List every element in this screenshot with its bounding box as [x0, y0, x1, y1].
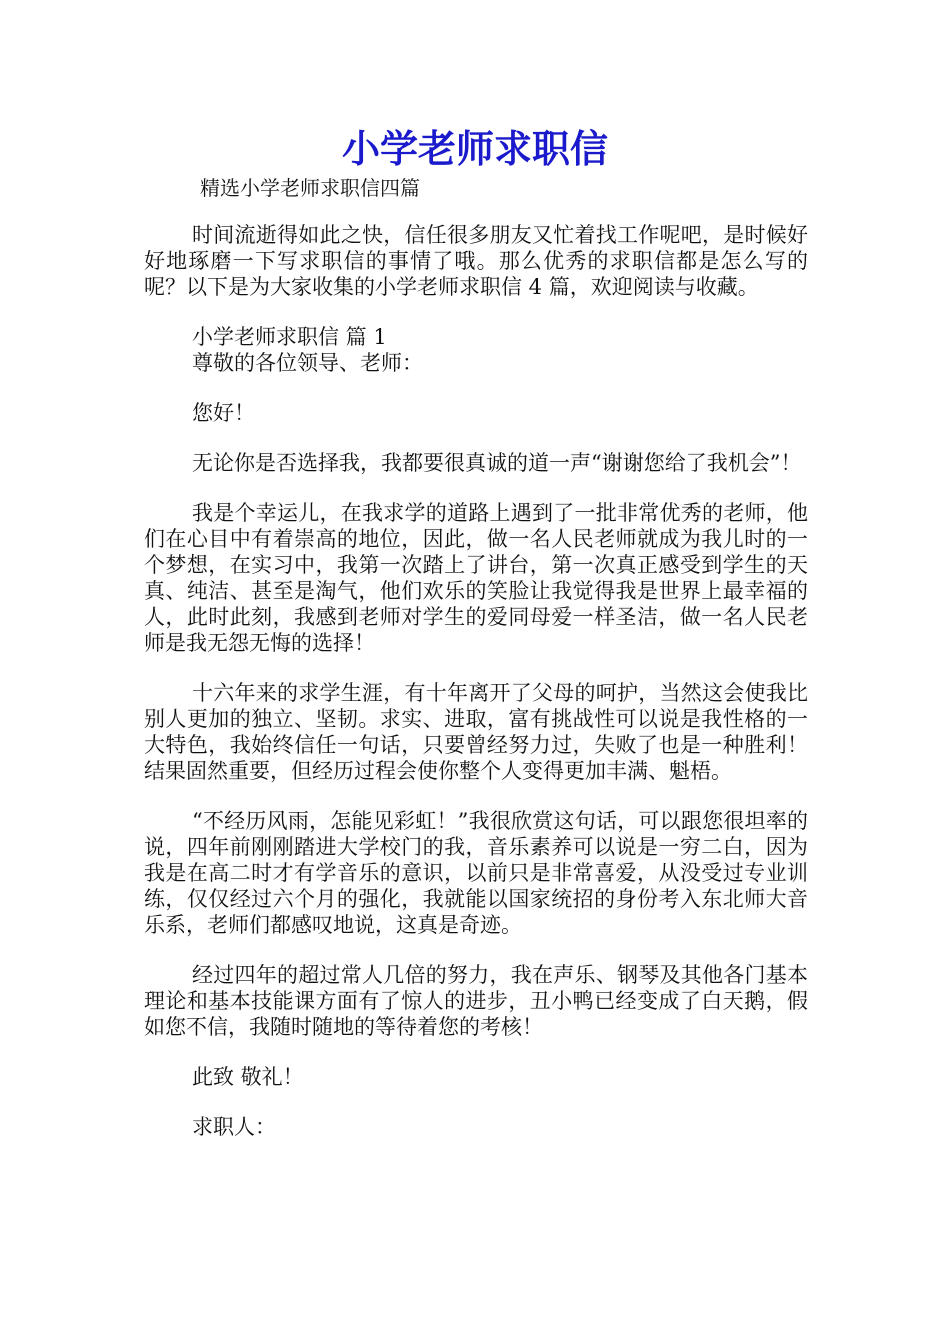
body-paragraph: 经过四年的超过常人几倍的努力，我在声乐、钢琴及其他各门基本理论和基本技能课方面有了惊人的进步，丑小鸭已经变成了白天鹅，假如您不信，我随时随地的等待着您的考核！ — [144, 963, 808, 1039]
document-title: 小学老师求职信 — [341, 127, 608, 171]
body-paragraph: 十六年来的求学生涯，有十年离开了父母的呵护，当然这会使我比别人更加的独立、坚韧。求实、进取，富有挑战性可以说是我性格的一大特色，我始终信任一句话，只要曾经努力过，失败了也是一种胜利！结果固然重要，但经历过程会使你整个人变得更加丰满、魁梧。 — [144, 681, 808, 783]
signature-line: 求职人： — [192, 1115, 276, 1139]
section-heading: 小学老师求职信 篇 1 — [192, 325, 387, 349]
body-paragraph: 无论你是否选择我，我都要很真诚的道一声“谢谢您给了我机会”！ — [192, 451, 802, 475]
closing: 此致 敬礼！ — [192, 1065, 304, 1089]
greeting: 您好！ — [192, 401, 255, 425]
body-paragraph: “不经历风雨，怎能见彩虹！”我很欣赏这句话，可以跟您很坦率的说，四年前刚刚踏进大学校门的我，音乐素养可以说是一穷二白，因为我是在高二时才有学音乐的意识，以前只是非常喜爱，从没受过专业训练，仅仅经过六个月的强化，我就能以国家统招的身份考入东北师大音乐系，老师们都感叹地说，这真是奇迹。 — [144, 809, 808, 937]
salutation: 尊敬的各位领导、老师： — [192, 351, 423, 375]
body-paragraph: 我是个幸运儿，在我求学的道路上遇到了一批非常优秀的老师，他们在心目中有着崇高的地位，因此，做一名人民老师就成为我儿时的一个梦想，在实习中，我第一次踏上了讲台，第一次真正感受到学生的天真、纯洁、甚至是淘气，他们欢乐的笑脸让我觉得我是世界上最幸福的人，此时此刻，我感到老师对学生的爱同母爱一样圣洁，做一名人民老师是我无怨无悔的选择！ — [144, 501, 808, 655]
document-subtitle: 精选小学老师求职信四篇 — [200, 176, 420, 200]
document-body — [144, 222, 808, 1164]
intro-paragraph: 时间流逝得如此之快，信任很多朋友又忙着找工作呢吧，是时候好好地琢磨一下写求职信的事情了哦。那么优秀的求职信都是怎么写的呢？以下是为大家收集的小学老师求职信 4 篇，欢迎阅读与收藏。 — [144, 223, 808, 299]
